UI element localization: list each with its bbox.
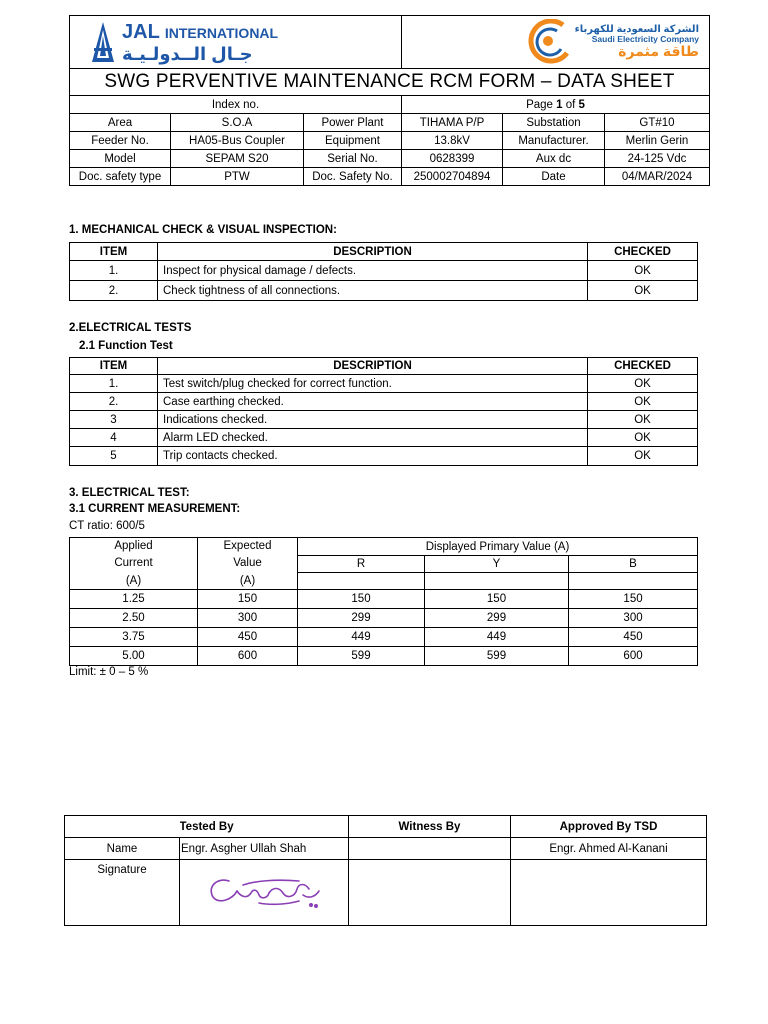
expected-value: 600 xyxy=(198,647,298,666)
info-value-cell: TIHAMA P/P xyxy=(402,114,503,132)
value-b: 450 xyxy=(569,628,698,647)
expected-value: 450 xyxy=(198,628,298,647)
tested-by-signature-cell xyxy=(180,860,349,926)
table-row xyxy=(70,628,698,647)
item-checked: OK xyxy=(588,447,698,466)
item-description: Case earthing checked. xyxy=(158,393,588,411)
table-row xyxy=(70,647,698,666)
applied-current: 5.00 xyxy=(70,647,198,666)
expected-value: 300 xyxy=(198,609,298,628)
item-number: 2. xyxy=(70,281,158,301)
name-label: Name xyxy=(65,838,180,860)
page-indicator xyxy=(402,96,710,114)
sec-logo-cell xyxy=(402,16,710,69)
value-y: 150 xyxy=(425,590,569,609)
sec-arabic-name: الشركة السعودية للكهرباء xyxy=(574,24,699,36)
jal-brand-top-rest: INTERNATIONAL xyxy=(164,24,279,41)
section2-heading: 2.ELECTRICAL TESTS xyxy=(69,322,192,334)
table-row xyxy=(70,411,698,429)
page-total: 5 xyxy=(578,98,585,111)
item-description: Inspect for physical damage / defects. xyxy=(158,261,588,281)
value-y: 599 xyxy=(425,647,569,666)
page-of: of xyxy=(562,98,579,111)
item-description: Indications checked. xyxy=(158,411,588,429)
section2-subheading: 2.1 Function Test xyxy=(79,340,173,352)
info-label-cell: Model xyxy=(70,150,171,168)
index-label: Index no. xyxy=(70,96,402,114)
value-b: 600 xyxy=(569,647,698,666)
table-row xyxy=(70,609,698,628)
value-y: 299 xyxy=(425,609,569,628)
col-item: ITEM xyxy=(70,358,158,375)
witness-by-header: Witness By xyxy=(349,816,511,838)
col-phase-b: B xyxy=(569,556,698,573)
info-row xyxy=(70,132,710,150)
sec-arabic-tagline: طاقة مثمرة xyxy=(618,43,699,60)
col-expected-value xyxy=(198,538,298,573)
value-r: 150 xyxy=(298,590,425,609)
sec-english-name: Saudi Electricity Company xyxy=(591,34,699,45)
info-row xyxy=(70,168,710,186)
table-row xyxy=(70,261,698,281)
item-checked: OK xyxy=(588,393,698,411)
info-value-cell: Merlin Gerin xyxy=(605,132,710,150)
col-phase-r: R xyxy=(298,556,425,573)
info-label-cell: Doc. Safety No. xyxy=(304,168,402,186)
info-value-cell: 04/MAR/2024 xyxy=(605,168,710,186)
item-checked: OK xyxy=(588,411,698,429)
sec-logo-icon xyxy=(523,19,573,65)
applied-current: 3.75 xyxy=(70,628,198,647)
item-number: 5 xyxy=(70,447,158,466)
info-value-cell: SEPAM S20 xyxy=(171,150,304,168)
item-description: Test switch/plug checked for correct function. xyxy=(158,375,588,393)
applied-line1: Applied xyxy=(114,540,153,553)
table-row xyxy=(70,429,698,447)
section3-heading: 3. ELECTRICAL TEST: xyxy=(69,487,190,499)
col-checked: CHECKED xyxy=(588,243,698,261)
applied-current: 1.25 xyxy=(70,590,198,609)
item-number: 3 xyxy=(70,411,158,429)
col-checked: CHECKED xyxy=(588,358,698,375)
value-r: 449 xyxy=(298,628,425,647)
info-label-cell: Area xyxy=(70,114,171,132)
approved-by-name: Engr. Ahmed Al-Kanani xyxy=(511,838,707,860)
blank-cell xyxy=(425,573,569,590)
info-row xyxy=(70,114,710,132)
info-label-cell: Substation xyxy=(503,114,605,132)
witness-name xyxy=(349,838,511,860)
jal-logo-cell xyxy=(70,16,402,69)
info-value-cell: GT#10 xyxy=(605,114,710,132)
page-prefix: Page xyxy=(526,98,557,111)
signoff-table xyxy=(64,815,707,926)
item-number: 4 xyxy=(70,429,158,447)
info-table xyxy=(69,95,710,186)
col-item: ITEM xyxy=(70,243,158,261)
value-y: 449 xyxy=(425,628,569,647)
blank-cell xyxy=(65,816,180,838)
limit-note: Limit: ± 0 – 5 % xyxy=(69,666,149,678)
info-value-cell: 250002704894 xyxy=(402,168,503,186)
value-b: 150 xyxy=(569,590,698,609)
item-checked: OK xyxy=(588,281,698,301)
section3-subheading: 3.1 CURRENT MEASUREMENT: xyxy=(69,503,241,515)
signature-label: Signature xyxy=(65,860,180,926)
table-row xyxy=(70,447,698,466)
header-table xyxy=(69,15,710,96)
item-checked: OK xyxy=(588,261,698,281)
applied-line2: Current xyxy=(114,557,153,570)
info-label-cell: Equipment xyxy=(304,132,402,150)
info-value-cell: HA05-Bus Coupler xyxy=(171,132,304,150)
item-number: 1. xyxy=(70,261,158,281)
info-label-cell: Serial No. xyxy=(304,150,402,168)
info-value-cell: PTW xyxy=(171,168,304,186)
approved-by-header: Approved By TSD xyxy=(511,816,707,838)
value-r: 299 xyxy=(298,609,425,628)
col-phase-y: Y xyxy=(425,556,569,573)
info-value-cell: 0628399 xyxy=(402,150,503,168)
table-row xyxy=(70,281,698,301)
item-checked: OK xyxy=(588,429,698,447)
current-measurement-table xyxy=(69,537,698,666)
item-description: Alarm LED checked. xyxy=(158,429,588,447)
expected-line2: Value xyxy=(233,557,262,570)
item-description: Trip contacts checked. xyxy=(158,447,588,466)
item-number: 2. xyxy=(70,393,158,411)
witness-signature-cell xyxy=(349,860,511,926)
item-description: Check tightness of all connections. xyxy=(158,281,588,301)
info-label-cell: Feeder No. xyxy=(70,132,171,150)
blank-cell xyxy=(298,573,425,590)
jal-brand-top: JAL xyxy=(122,20,160,43)
value-b: 300 xyxy=(569,609,698,628)
page-number: 1 xyxy=(556,98,563,111)
info-label-cell: Power Plant xyxy=(304,114,402,132)
expected-value: 150 xyxy=(198,590,298,609)
applied-current: 2.50 xyxy=(70,609,198,628)
col-description: DESCRIPTION xyxy=(158,243,588,261)
ct-ratio: CT ratio: 600/5 xyxy=(69,520,145,532)
info-label-cell: Aux dc xyxy=(503,150,605,168)
info-label-cell: Date xyxy=(503,168,605,186)
expected-unit: (A) xyxy=(198,573,298,590)
blank-cell xyxy=(569,573,698,590)
value-r: 599 xyxy=(298,647,425,666)
item-number: 1. xyxy=(70,375,158,393)
tested-by-name: Engr. Asgher Ullah Shah xyxy=(180,838,349,860)
info-value-cell: 24-125 Vdc xyxy=(605,150,710,168)
info-label-cell: Manufacturer. xyxy=(503,132,605,150)
approved-signature-cell xyxy=(511,860,707,926)
info-value-cell: 13.8kV xyxy=(402,132,503,150)
expected-line1: Expected xyxy=(223,540,272,553)
table-row xyxy=(70,393,698,411)
page-title: SWG PERVENTIVE MAINTENANCE RCM FORM – DATA SHEET xyxy=(70,69,710,96)
handwritten-signature-icon xyxy=(199,869,329,913)
col-applied-current xyxy=(70,538,198,573)
section1-heading: 1. MECHANICAL CHECK & VISUAL INSPECTION: xyxy=(69,224,337,236)
info-value-cell: S.O.A xyxy=(171,114,304,132)
info-row xyxy=(70,150,710,168)
col-description: DESCRIPTION xyxy=(158,358,588,375)
tested-by-header: Tested By xyxy=(180,816,349,838)
function-test-table xyxy=(69,357,698,466)
col-displayed-primary: Displayed Primary Value (A) xyxy=(298,538,698,556)
jal-brand-arabic: جـال الــدولـيـة xyxy=(122,43,253,64)
mechanical-check-table xyxy=(69,242,698,301)
jal-logo-icon xyxy=(90,20,116,64)
table-row xyxy=(70,590,698,609)
applied-unit: (A) xyxy=(70,573,198,590)
table-row xyxy=(70,375,698,393)
info-label-cell: Doc. safety type xyxy=(70,168,171,186)
item-checked: OK xyxy=(588,375,698,393)
